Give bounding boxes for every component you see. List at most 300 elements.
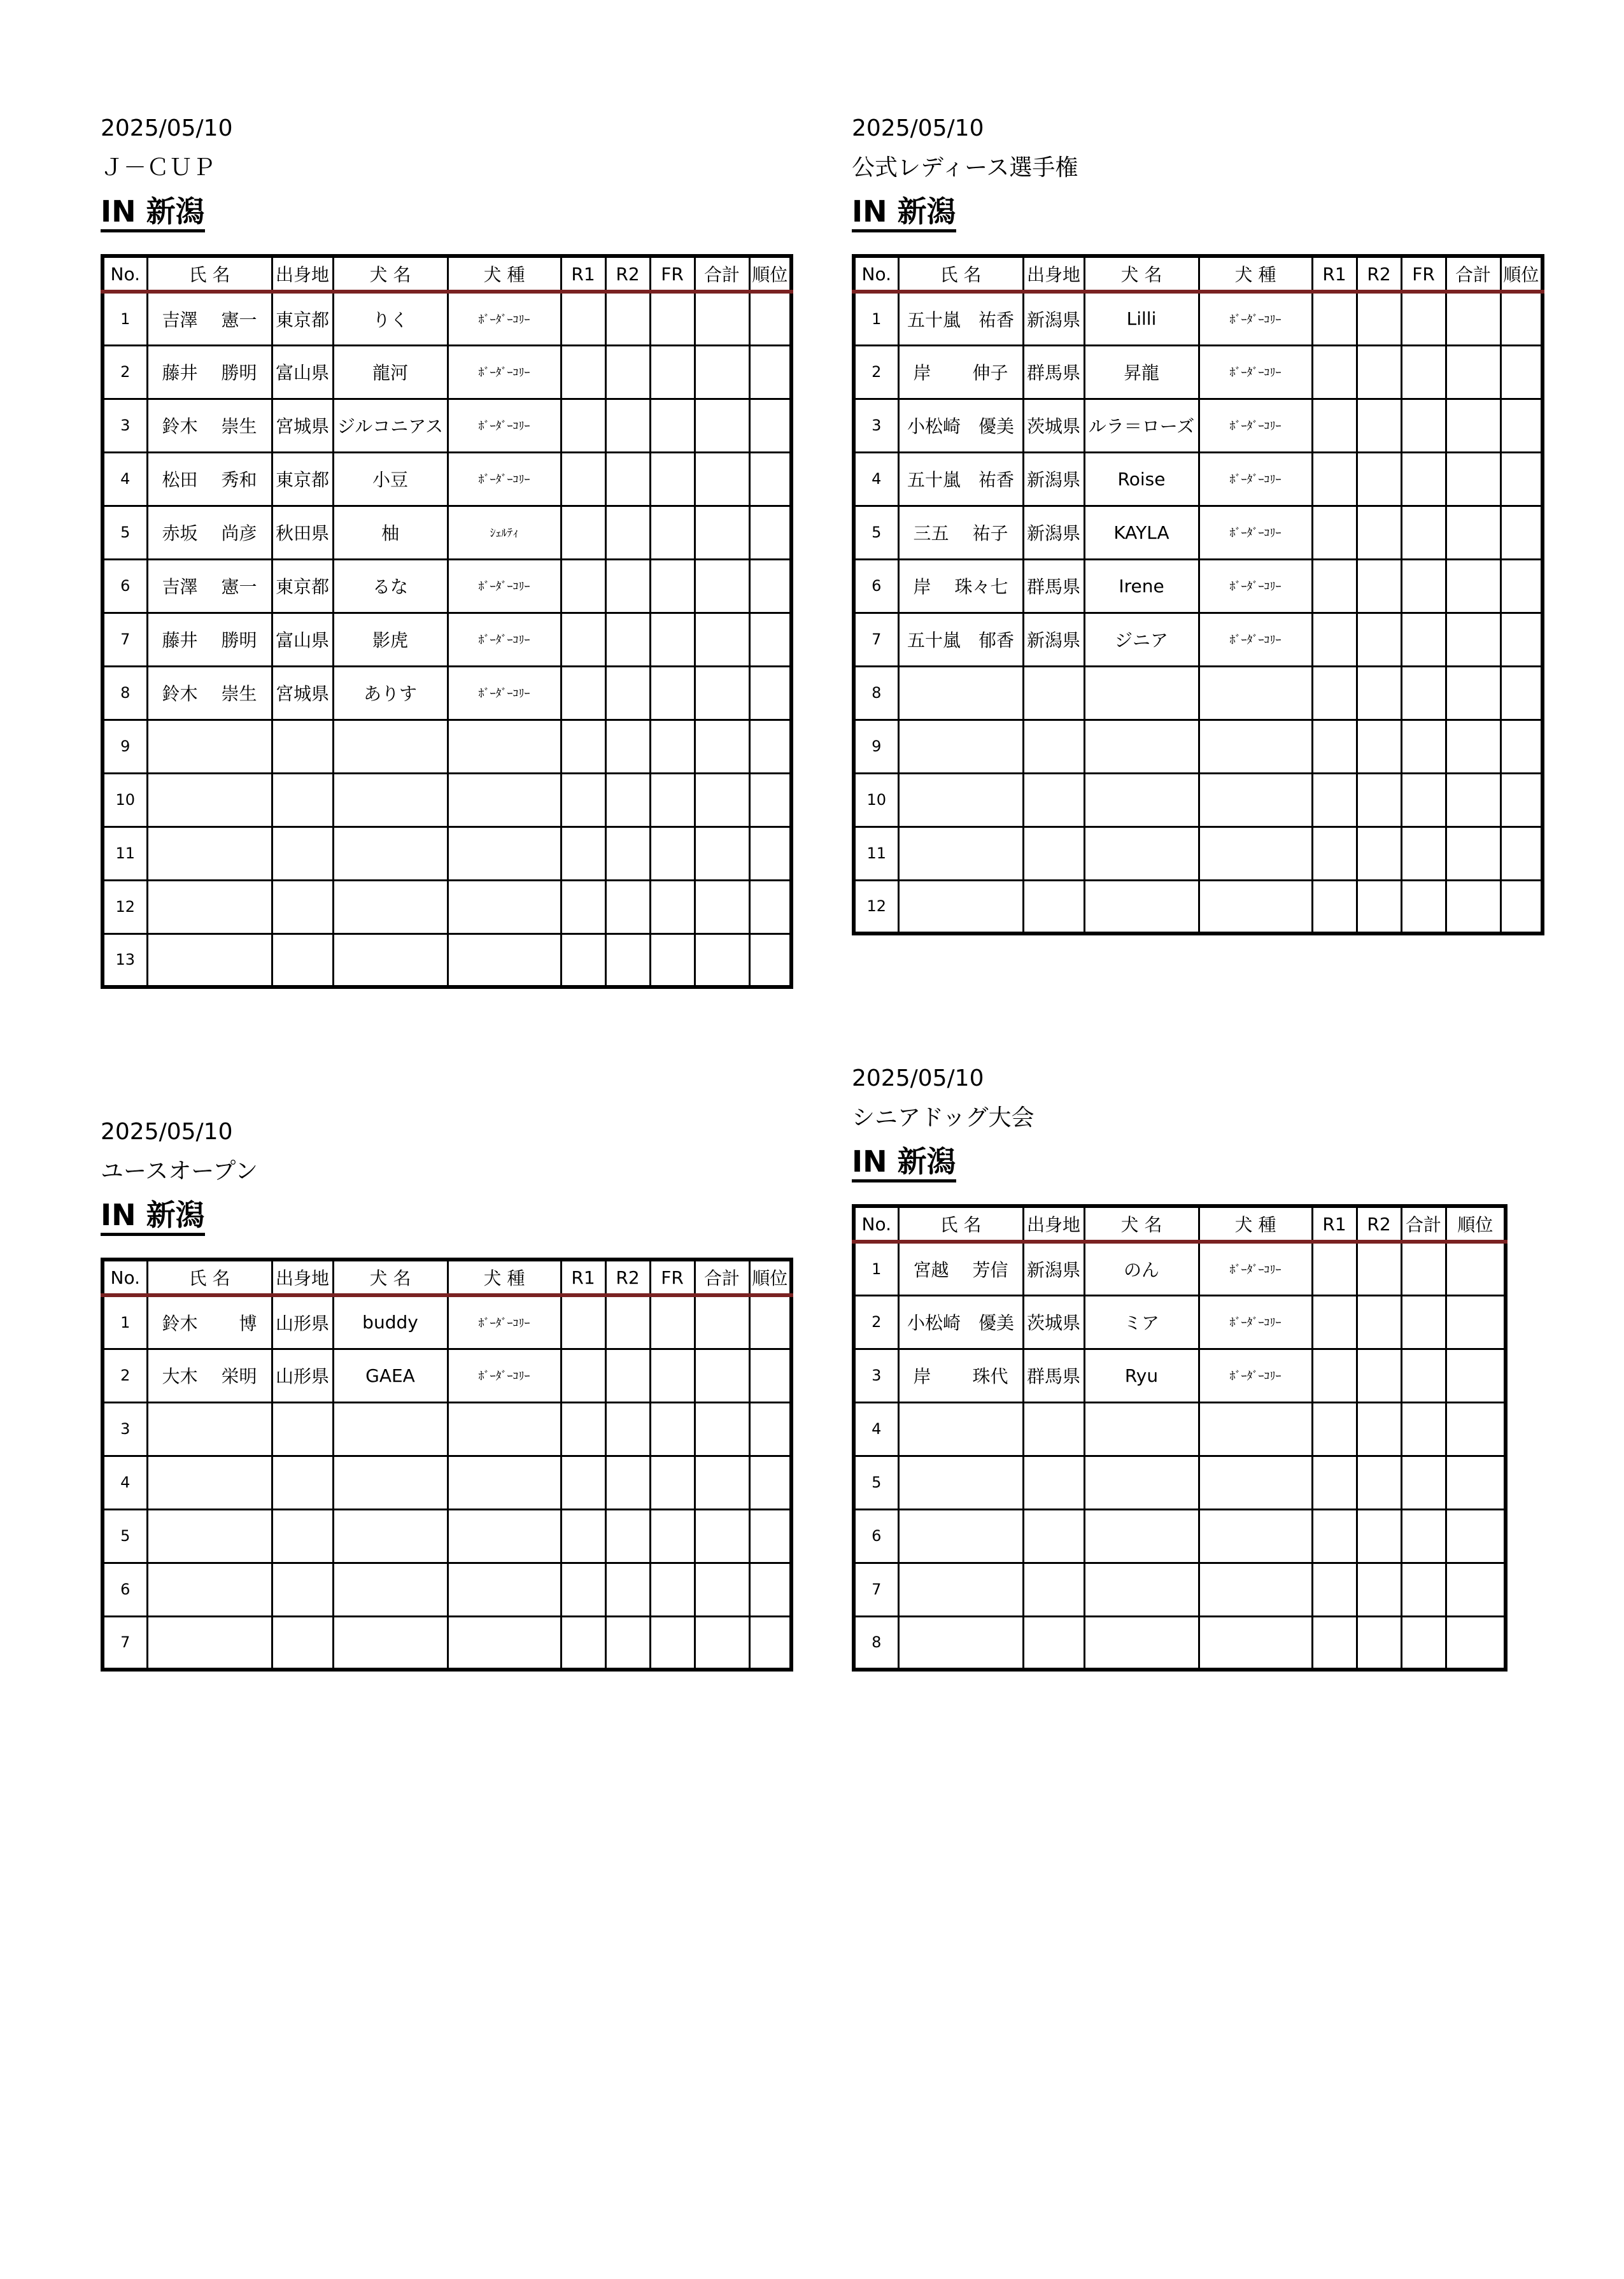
r1-cell <box>561 1509 605 1563</box>
handler-name: 吉澤 憲一 <box>147 559 272 613</box>
dog-breed <box>448 1509 561 1563</box>
hometown: 新潟県 <box>1023 452 1084 506</box>
table-row <box>102 452 791 506</box>
r1-cell <box>1312 559 1357 613</box>
fr-cell <box>650 934 695 987</box>
dog-name: ジルコニアス <box>333 399 448 452</box>
col-breed-header: 犬 種 <box>448 1260 561 1295</box>
r1-cell <box>561 666 605 720</box>
dog-name <box>333 1456 448 1509</box>
total-cell <box>695 880 749 934</box>
event-title: シニアドッグ大会 <box>852 1105 1034 1131</box>
table-row <box>854 506 1543 559</box>
rank-cell <box>1446 1616 1506 1670</box>
hometown: 茨城県 <box>1023 1295 1084 1349</box>
total-cell <box>695 452 749 506</box>
r2-cell <box>605 1563 650 1616</box>
table-row <box>854 1349 1506 1402</box>
r1-cell <box>561 1616 605 1670</box>
table-row <box>854 1563 1506 1616</box>
entry-number: 4 <box>854 1402 898 1456</box>
hometown: 群馬県 <box>1023 559 1084 613</box>
r2-cell <box>1357 1616 1401 1670</box>
total-cell <box>1446 559 1500 613</box>
total-cell <box>1446 345 1500 399</box>
table-row <box>854 880 1543 934</box>
dog-name <box>1084 773 1199 827</box>
section-j-cup <box>101 115 793 989</box>
entry-number: 12 <box>854 880 898 934</box>
hometown <box>1023 720 1084 773</box>
fr-cell <box>650 720 695 773</box>
col-dog-name-header: 犬 名 <box>1084 256 1199 292</box>
col-hometown-header: 出身地 <box>1023 1206 1084 1242</box>
entry-number: 2 <box>102 345 147 399</box>
entry-number: 13 <box>102 934 147 987</box>
dog-breed: ﾎﾞｰﾀﾞｰｺﾘｰ <box>1199 1349 1312 1402</box>
hometown: 新潟県 <box>1023 292 1084 345</box>
r1-cell <box>1312 1509 1357 1563</box>
entry-number: 1 <box>854 292 898 345</box>
dog-name: りく <box>333 292 448 345</box>
hometown <box>1023 666 1084 720</box>
hometown <box>1023 1616 1084 1670</box>
dog-breed <box>1199 1563 1312 1616</box>
handler-name: 吉澤 憲一 <box>147 292 272 345</box>
table-row <box>102 1402 791 1456</box>
hometown <box>272 1402 333 1456</box>
total-cell <box>1401 1295 1446 1349</box>
dog-breed: ﾎﾞｰﾀﾞｰｺﾘｰ <box>1199 452 1312 506</box>
dog-breed: ﾎﾞｰﾀﾞｰｺﾘｰ <box>1199 559 1312 613</box>
rank-cell <box>1446 1295 1506 1349</box>
entry-number: 6 <box>102 1563 147 1616</box>
r2-cell <box>605 666 650 720</box>
col-r2-header: R2 <box>1357 1206 1401 1242</box>
entry-number: 10 <box>102 773 147 827</box>
col-total-header: 合計 <box>695 256 749 292</box>
fr-cell <box>650 292 695 345</box>
hometown <box>1023 827 1084 880</box>
col-breed-header: 犬 種 <box>1199 1206 1312 1242</box>
total-cell <box>1446 773 1500 827</box>
rank-cell <box>1500 666 1543 720</box>
r1-cell <box>561 827 605 880</box>
col-total-header: 合計 <box>695 1260 749 1295</box>
entry-number: 7 <box>854 613 898 666</box>
r2-cell <box>605 1456 650 1509</box>
dog-breed: ﾎﾞｰﾀﾞｰｺﾘｰ <box>448 1295 561 1349</box>
dog-name: 昇龍 <box>1084 345 1199 399</box>
handler-name: 小松崎 優美 <box>898 399 1023 452</box>
rank-cell <box>1500 880 1543 934</box>
dog-breed <box>448 934 561 987</box>
rank-cell <box>1446 1242 1506 1295</box>
r2-cell <box>605 720 650 773</box>
total-cell <box>1446 506 1500 559</box>
total-cell <box>1446 292 1500 345</box>
entry-number: 7 <box>102 1616 147 1670</box>
dog-name <box>1084 880 1199 934</box>
fr-cell <box>1401 666 1446 720</box>
hometown <box>272 880 333 934</box>
table-row <box>854 1402 1506 1456</box>
total-cell <box>695 399 749 452</box>
r2-cell <box>605 1402 650 1456</box>
hometown: 山形県 <box>272 1349 333 1402</box>
entry-number: 2 <box>854 1295 898 1349</box>
rank-cell <box>1500 345 1543 399</box>
handler-name <box>147 1509 272 1563</box>
r2-cell <box>1357 506 1401 559</box>
total-cell <box>1446 452 1500 506</box>
table-row <box>854 720 1543 773</box>
r2-cell <box>1357 345 1401 399</box>
r2-cell <box>605 880 650 934</box>
entry-table <box>101 254 793 989</box>
r1-cell <box>1312 1616 1357 1670</box>
rank-cell <box>1446 1402 1506 1456</box>
col-r1-header: R1 <box>1312 1206 1357 1242</box>
fr-cell <box>650 1349 695 1402</box>
entry-number: 3 <box>854 1349 898 1402</box>
rank-cell <box>749 1295 791 1349</box>
dog-breed <box>1199 1402 1312 1456</box>
col-name-header: 氏 名 <box>898 256 1023 292</box>
rank-cell <box>749 666 791 720</box>
r1-cell <box>1312 827 1357 880</box>
r2-cell <box>1357 1509 1401 1563</box>
col-r1-header: R1 <box>561 1260 605 1295</box>
col-breed-header: 犬 種 <box>448 256 561 292</box>
dog-breed: ﾎﾞｰﾀﾞｰｺﾘｰ <box>448 1349 561 1402</box>
handler-name <box>147 934 272 987</box>
rank-cell <box>749 292 791 345</box>
handler-name <box>147 880 272 934</box>
r2-cell <box>605 934 650 987</box>
total-cell <box>1446 827 1500 880</box>
handler-name: 大木 栄明 <box>147 1349 272 1402</box>
entry-number: 1 <box>102 1295 147 1349</box>
r1-cell <box>1312 1349 1357 1402</box>
venue-label: IN 新潟 <box>852 1144 956 1182</box>
dog-name: ミア <box>1084 1295 1199 1349</box>
col-total-header: 合計 <box>1446 256 1500 292</box>
r2-cell <box>1357 559 1401 613</box>
r2-cell <box>605 345 650 399</box>
total-cell <box>695 1402 749 1456</box>
dog-name <box>333 934 448 987</box>
dog-name <box>1084 720 1199 773</box>
dog-name <box>333 1402 448 1456</box>
entry-number: 4 <box>854 452 898 506</box>
dog-breed <box>1199 720 1312 773</box>
hometown <box>272 827 333 880</box>
dog-name <box>1084 827 1199 880</box>
fr-cell <box>1401 773 1446 827</box>
dog-name <box>1084 1456 1199 1509</box>
table-row <box>854 773 1543 827</box>
table-row <box>854 452 1543 506</box>
r2-cell <box>1357 880 1401 934</box>
entry-number: 12 <box>102 880 147 934</box>
table-row <box>854 1616 1506 1670</box>
r1-cell <box>1312 880 1357 934</box>
col-r2-header: R2 <box>1357 256 1401 292</box>
dog-breed <box>1199 773 1312 827</box>
dog-breed <box>448 773 561 827</box>
event-title: Ｊ－ＣＵＰ <box>101 155 216 181</box>
hometown: 新潟県 <box>1023 613 1084 666</box>
dog-name <box>1084 1563 1199 1616</box>
hometown <box>272 1456 333 1509</box>
entry-number: 3 <box>102 399 147 452</box>
table-row <box>854 1242 1506 1295</box>
entry-number: 9 <box>854 720 898 773</box>
fr-cell <box>650 613 695 666</box>
total-cell <box>1401 1349 1446 1402</box>
dog-breed: ﾎﾞｰﾀﾞｰｺﾘｰ <box>1199 345 1312 399</box>
header-row <box>854 256 1543 292</box>
r1-cell <box>561 292 605 345</box>
col-no-header: No. <box>102 1260 147 1295</box>
section-youth-open <box>101 1118 793 1672</box>
handler-name: 鈴木 崇生 <box>147 399 272 452</box>
entry-number: 5 <box>854 506 898 559</box>
handler-name <box>898 1563 1023 1616</box>
table-row <box>854 559 1543 613</box>
date-label: 2025/05/10 <box>852 115 984 141</box>
dog-breed <box>448 880 561 934</box>
dog-name: Irene <box>1084 559 1199 613</box>
handler-name <box>898 666 1023 720</box>
r2-cell <box>1357 613 1401 666</box>
dog-name <box>1084 1402 1199 1456</box>
fr-cell <box>1401 720 1446 773</box>
col-name-header: 氏 名 <box>898 1206 1023 1242</box>
table-row <box>102 666 791 720</box>
fr-cell <box>1401 827 1446 880</box>
r1-cell <box>1312 720 1357 773</box>
hometown <box>1023 1402 1084 1456</box>
table-row <box>854 666 1543 720</box>
fr-cell <box>1401 506 1446 559</box>
r2-cell <box>605 613 650 666</box>
r2-cell <box>605 1509 650 1563</box>
col-rank-header: 順位 <box>1500 256 1543 292</box>
rank-cell <box>749 1563 791 1616</box>
rank-cell <box>749 720 791 773</box>
fr-cell <box>650 880 695 934</box>
r2-cell <box>1357 666 1401 720</box>
dog-breed: ﾎﾞｰﾀﾞｰｺﾘｰ <box>1199 506 1312 559</box>
rank-cell <box>749 1402 791 1456</box>
entry-number: 1 <box>854 1242 898 1295</box>
dog-name: ジニア <box>1084 613 1199 666</box>
entry-number: 11 <box>854 827 898 880</box>
r2-cell <box>605 773 650 827</box>
handler-name <box>898 880 1023 934</box>
r1-cell <box>1312 613 1357 666</box>
event-title: ユースオープン <box>101 1158 258 1184</box>
handler-name <box>898 1456 1023 1509</box>
rank-cell <box>749 559 791 613</box>
dog-name: ルラ＝ローズ <box>1084 399 1199 452</box>
entry-number: 5 <box>102 506 147 559</box>
entry-number: 3 <box>854 399 898 452</box>
handler-name <box>147 1563 272 1616</box>
venue-label: IN 新潟 <box>101 1197 205 1236</box>
handler-name: 藤井 勝明 <box>147 345 272 399</box>
col-breed-header: 犬 種 <box>1199 256 1312 292</box>
dog-breed: ﾎﾞｰﾀﾞｰｺﾘｰ <box>448 345 561 399</box>
handler-name: 五十嵐 郁香 <box>898 613 1023 666</box>
hometown: 茨城県 <box>1023 399 1084 452</box>
total-cell <box>695 345 749 399</box>
dog-name <box>333 720 448 773</box>
date-label: 2025/05/10 <box>852 1065 984 1091</box>
r2-cell <box>1357 1456 1401 1509</box>
rank-cell <box>1446 1349 1506 1402</box>
total-cell <box>1401 1242 1446 1295</box>
table-row <box>854 1509 1506 1563</box>
dog-breed <box>448 827 561 880</box>
entry-number: 7 <box>102 613 147 666</box>
hometown: 富山県 <box>272 613 333 666</box>
table-row <box>102 559 791 613</box>
total-cell <box>695 934 749 987</box>
handler-name: 岸 珠々七 <box>898 559 1023 613</box>
dog-name <box>333 1616 448 1670</box>
entry-number: 1 <box>102 292 147 345</box>
r1-cell <box>561 1349 605 1402</box>
rank-cell <box>1500 506 1543 559</box>
handler-name: 岸 伸子 <box>898 345 1023 399</box>
r2-cell <box>1357 773 1401 827</box>
total-cell <box>1446 613 1500 666</box>
entry-number: 2 <box>854 345 898 399</box>
dog-name <box>1084 1509 1199 1563</box>
hometown: 群馬県 <box>1023 345 1084 399</box>
col-hometown-header: 出身地 <box>272 256 333 292</box>
handler-name <box>898 1402 1023 1456</box>
r1-cell <box>561 452 605 506</box>
hometown <box>1023 880 1084 934</box>
table-row <box>854 613 1543 666</box>
hometown <box>272 934 333 987</box>
entry-number: 6 <box>854 1509 898 1563</box>
dog-breed: ﾎﾞｰﾀﾞｰｺﾘｰ <box>448 292 561 345</box>
fr-cell <box>650 1616 695 1670</box>
r1-cell <box>1312 345 1357 399</box>
dog-name: Lilli <box>1084 292 1199 345</box>
rank-cell <box>1446 1563 1506 1616</box>
col-rank-header: 順位 <box>749 1260 791 1295</box>
dog-name: るな <box>333 559 448 613</box>
entry-number: 8 <box>854 1616 898 1670</box>
col-hometown-header: 出身地 <box>272 1260 333 1295</box>
total-cell <box>1446 666 1500 720</box>
r1-cell <box>1312 773 1357 827</box>
rank-cell <box>749 1509 791 1563</box>
entry-table <box>852 1204 1507 1672</box>
r2-cell <box>605 1616 650 1670</box>
hometown <box>272 720 333 773</box>
fr-cell <box>650 1295 695 1349</box>
r1-cell <box>561 1295 605 1349</box>
fr-cell <box>650 1456 695 1509</box>
dog-breed: ﾎﾞｰﾀﾞｰｺﾘｰ <box>1199 1295 1312 1349</box>
hometown: 東京都 <box>272 292 333 345</box>
hometown: 山形県 <box>272 1295 333 1349</box>
handler-name <box>147 773 272 827</box>
handler-name <box>898 773 1023 827</box>
fr-cell <box>1401 880 1446 934</box>
table-row <box>102 934 791 987</box>
col-no-header: No. <box>854 256 898 292</box>
rank-cell <box>749 1349 791 1402</box>
handler-name <box>898 827 1023 880</box>
fr-cell <box>1401 345 1446 399</box>
table-row <box>102 345 791 399</box>
dog-breed <box>448 1616 561 1670</box>
rank-cell <box>749 827 791 880</box>
table-row <box>102 506 791 559</box>
dog-breed: ﾎﾞｰﾀﾞｰｺﾘｰ <box>1199 399 1312 452</box>
total-cell <box>695 1295 749 1349</box>
rank-cell <box>749 880 791 934</box>
dog-breed: ﾎﾞｰﾀﾞｰｺﾘｰ <box>448 399 561 452</box>
col-fr-header: FR <box>650 256 695 292</box>
rank-cell <box>749 773 791 827</box>
r2-cell <box>1357 827 1401 880</box>
header-row <box>854 1206 1506 1242</box>
rank-cell <box>1500 399 1543 452</box>
event-title: 公式レディース選手権 <box>852 155 1078 181</box>
fr-cell <box>1401 559 1446 613</box>
col-no-header: No. <box>854 1206 898 1242</box>
col-total-header: 合計 <box>1401 1206 1446 1242</box>
dog-breed <box>1199 1616 1312 1670</box>
dog-name <box>333 880 448 934</box>
r1-cell <box>1312 506 1357 559</box>
fr-cell <box>1401 452 1446 506</box>
entry-table <box>101 1258 793 1672</box>
total-cell <box>695 1509 749 1563</box>
dog-name: 影虎 <box>333 613 448 666</box>
dog-name: 龍河 <box>333 345 448 399</box>
handler-name: 鈴木 博 <box>147 1295 272 1349</box>
fr-cell <box>650 666 695 720</box>
r1-cell <box>561 934 605 987</box>
venue-label: IN 新潟 <box>101 194 205 232</box>
rank-cell <box>749 613 791 666</box>
r2-cell <box>605 559 650 613</box>
rank-cell <box>1500 827 1543 880</box>
r2-cell <box>605 827 650 880</box>
date-label: 2025/05/10 <box>101 115 233 141</box>
r1-cell <box>561 773 605 827</box>
handler-name: 松田 秀和 <box>147 452 272 506</box>
total-cell <box>1446 720 1500 773</box>
total-cell <box>695 773 749 827</box>
hometown <box>1023 1509 1084 1563</box>
total-cell <box>1446 399 1500 452</box>
r1-cell <box>561 1456 605 1509</box>
handler-name <box>147 720 272 773</box>
col-r2-header: R2 <box>605 1260 650 1295</box>
header-row <box>102 256 791 292</box>
